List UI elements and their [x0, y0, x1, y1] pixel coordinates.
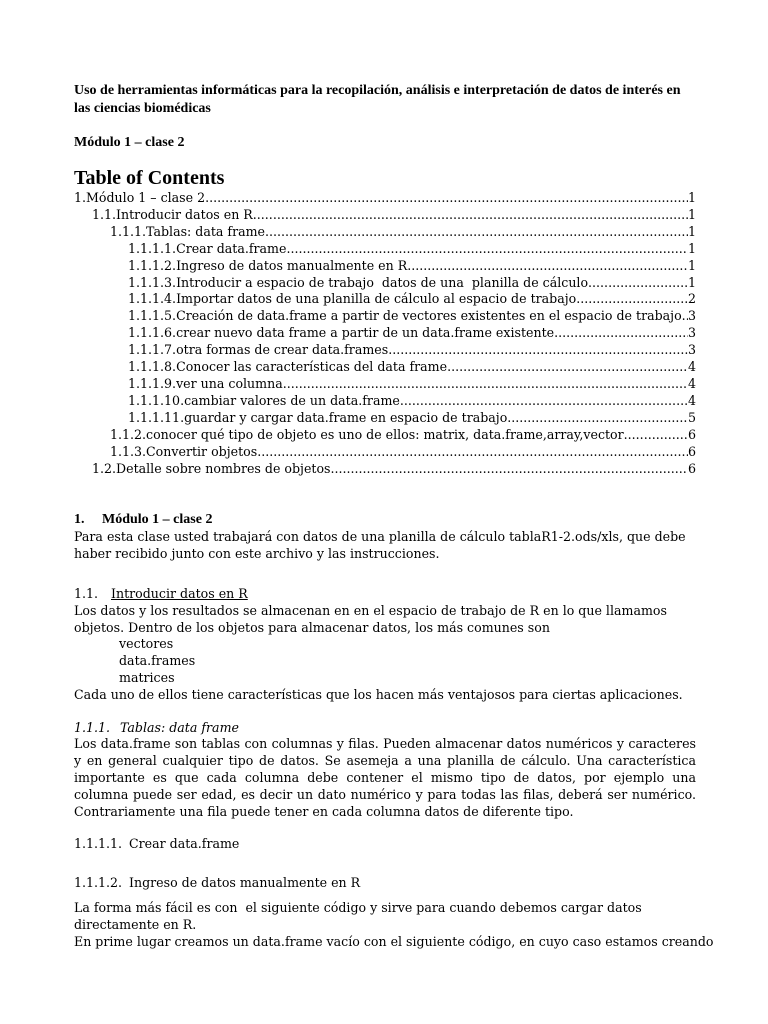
section-1-1-paragraph — [74, 603, 696, 704]
section-1-1-1-paragraph: Los data.frame son tablas con columnas y filas. Pueden almacenar datos numéricos y caracteres y en general cualquier tipo de datos. Se asemeja a una planilla de cálculo. Una característica importante es que cada columna debe contener el mismo tipo de datos, por ejemplo una columna puede ser edad, es decir un dato numérico y para todas las filas, deberá ser numérico. Contrariamente una fila puede tener en cada columna datos de diferente tipo. — [74, 736, 696, 819]
toc-entry-text[interactable]: 1.1.1.1.Crear data.frame — [128, 240, 287, 256]
table-of-contents — [74, 190, 696, 477]
toc-entry[interactable] — [74, 275, 696, 292]
toc-entry-text[interactable]: 1.1.1.11.guardar y cargar data.frame en espacio de trabajo — [128, 409, 508, 425]
section-title: Ingreso de datos manualmente en R — [129, 875, 361, 891]
module-heading: Módulo 1 – clase 2 — [74, 135, 185, 150]
section-title: Introducir datos en R — [111, 586, 248, 601]
toc-leader-dots — [400, 393, 688, 410]
toc-leader-dots — [624, 427, 688, 444]
section-heading-1-1-1-1 — [74, 836, 696, 853]
section-number: 1.1.1.1. — [74, 836, 123, 852]
section-title: Tablas: data frame — [120, 719, 239, 735]
toc-entry[interactable] — [74, 376, 696, 393]
toc-entry-text[interactable]: 1.1.1.8.Conocer las características del data frame — [128, 359, 448, 375]
toc-entry[interactable] — [74, 427, 696, 444]
section-heading-1 — [74, 511, 696, 529]
toc-entry-text[interactable]: 1.Módulo 1 – clase 2 — [74, 190, 206, 205]
toc-entry-page[interactable]: 2 — [687, 291, 696, 307]
toc-entry-text[interactable]: 1.1.2.conocer qué tipo de objeto es uno de ellos: matrix, data.frame,array,vector — [110, 426, 624, 442]
section-number: 1.1. — [74, 586, 99, 601]
toc-entry-page[interactable]: 4 — [687, 392, 696, 408]
toc-leader-dots — [554, 325, 688, 342]
toc-entry-text[interactable]: 1.1.1.10.cambiar valores de un data.frame — [128, 392, 400, 408]
toc-entry[interactable] — [74, 258, 696, 275]
document-title: Uso de herramientas informáticas para la recopilación, análisis e interpretación de datos de interés en las ciencias biomédicas — [74, 83, 681, 116]
paragraph-line: Cada uno de ellos tiene características que los hacen más ventajosos para ciertas aplicaciones. — [74, 686, 683, 702]
toc-entry-page[interactable]: 1 — [687, 240, 696, 256]
toc-title: Table of Contents — [74, 167, 225, 189]
toc-entry[interactable] — [74, 393, 696, 410]
toc-entry-page[interactable]: 1 — [687, 223, 696, 239]
toc-entry[interactable] — [74, 241, 696, 258]
toc-leader-dots — [286, 241, 688, 258]
toc-leader-dots — [507, 410, 688, 427]
toc-leader-dots — [407, 258, 688, 275]
toc-entry-page[interactable]: 3 — [687, 325, 696, 341]
section-number: 1.1.1. — [74, 719, 111, 735]
section-1-1-1-2-paragraph — [74, 899, 714, 950]
toc-leader-dots — [265, 224, 688, 241]
toc-entry-text[interactable]: 1.1.1.Tablas: data frame — [110, 223, 266, 239]
toc-entry-text[interactable]: 1.1.1.5.Creación de data.frame a partir de vectores existentes en el espacio de trabajo — [128, 308, 682, 324]
toc-entry[interactable] — [74, 410, 696, 427]
toc-leader-dots — [447, 359, 688, 376]
toc-entry-page[interactable]: 1 — [687, 274, 696, 290]
toc-entry-page[interactable]: 3 — [687, 342, 696, 358]
section-heading-1-1 — [74, 586, 696, 603]
section-title: Crear data.frame — [129, 836, 240, 852]
toc-entry-page[interactable]: 6 — [687, 426, 696, 442]
toc-entry-text[interactable]: 1.1.1.6.crear nuevo data frame a partir de un data.frame existente — [128, 325, 555, 341]
section-1-paragraph: Para esta clase usted trabajará con datos de una planilla de cálculo tablaR1-2.ods/xls, que debe haber recibido junto con este archivo y las instrucciones. — [74, 529, 686, 562]
list-item: vectores — [119, 636, 174, 652]
document-page — [74, 82, 714, 950]
toc-leader-dots — [588, 275, 688, 292]
toc-leader-dots — [283, 376, 688, 393]
toc-entry-text[interactable]: 1.1.1.9.ver una columna — [128, 375, 283, 391]
list-item: matrices — [119, 669, 175, 685]
toc-entry-text[interactable]: 1.1.3.Convertir objetos — [110, 443, 258, 459]
paragraph-line: objetos. Dentro de los objetos para almacenar datos, los más comunes son — [74, 619, 550, 635]
toc-entry-text[interactable]: 1.1.1.2.Ingreso de datos manualmente en R — [128, 257, 408, 273]
paragraph-line: Los datos y los resultados se almacenan en en el espacio de trabajo de R en lo que llamamos — [74, 602, 667, 618]
toc-entry-text[interactable]: 1.2.Detalle sobre nombres de objetos — [92, 460, 331, 476]
toc-entry[interactable] — [74, 190, 696, 207]
toc-entry-page[interactable]: 6 — [687, 443, 696, 459]
paragraph-line: En prime lugar creamos un data.frame vacío con el siguiente código, en cuyo caso estamos creando — [74, 933, 714, 949]
toc-leader-dots — [205, 190, 688, 207]
toc-leader-dots — [331, 461, 688, 478]
toc-entry-page[interactable]: 1 — [687, 206, 696, 222]
toc-leader-dots — [257, 444, 688, 461]
toc-entry[interactable] — [74, 291, 696, 308]
toc-entry-page[interactable]: 4 — [687, 359, 696, 375]
toc-entry[interactable] — [74, 224, 696, 241]
toc-entry-page[interactable]: 5 — [687, 409, 696, 425]
section-number: 1.1.1.2. — [74, 875, 123, 891]
toc-entry[interactable] — [74, 207, 696, 224]
toc-leader-dots — [253, 207, 688, 224]
toc-entry-page[interactable]: 1 — [687, 190, 696, 205]
toc-entry[interactable] — [74, 308, 696, 325]
toc-entry-page[interactable]: 6 — [687, 460, 696, 476]
section-title: Módulo 1 – clase 2 — [102, 512, 213, 528]
toc-leader-dots — [388, 342, 688, 359]
toc-entry-page[interactable]: 3 — [687, 308, 696, 324]
toc-leader-dots — [576, 291, 688, 308]
section-heading-1-1-1-2 — [74, 875, 696, 892]
toc-entry[interactable] — [74, 444, 696, 461]
list-item: data.frames — [119, 653, 196, 669]
toc-entry[interactable] — [74, 325, 696, 342]
section-heading-1-1-1 — [74, 720, 696, 737]
toc-entry-text[interactable]: 1.1.Introducir datos en R — [92, 206, 253, 222]
toc-entry[interactable] — [74, 461, 696, 478]
toc-entry[interactable] — [74, 342, 696, 359]
paragraph-line: directamente en R. — [74, 916, 197, 932]
toc-entry-text[interactable]: 1.1.1.7.otra formas de crear data.frames — [128, 342, 389, 358]
toc-entry-text[interactable]: 1.1.1.3.Introducir a espacio de trabajo datos de una planilla de cálculo — [128, 274, 589, 290]
toc-entry-text[interactable]: 1.1.1.4.Importar datos de una planilla de cálculo al espacio de trabajo — [128, 291, 577, 307]
paragraph-line: La forma más fácil es con el siguiente código y sirve para cuando debemos cargar datos — [74, 899, 642, 915]
toc-entry-page[interactable]: 4 — [687, 375, 696, 391]
section-number: 1. — [74, 512, 85, 528]
toc-entry[interactable] — [74, 359, 696, 376]
toc-entry-page[interactable]: 1 — [687, 257, 696, 273]
